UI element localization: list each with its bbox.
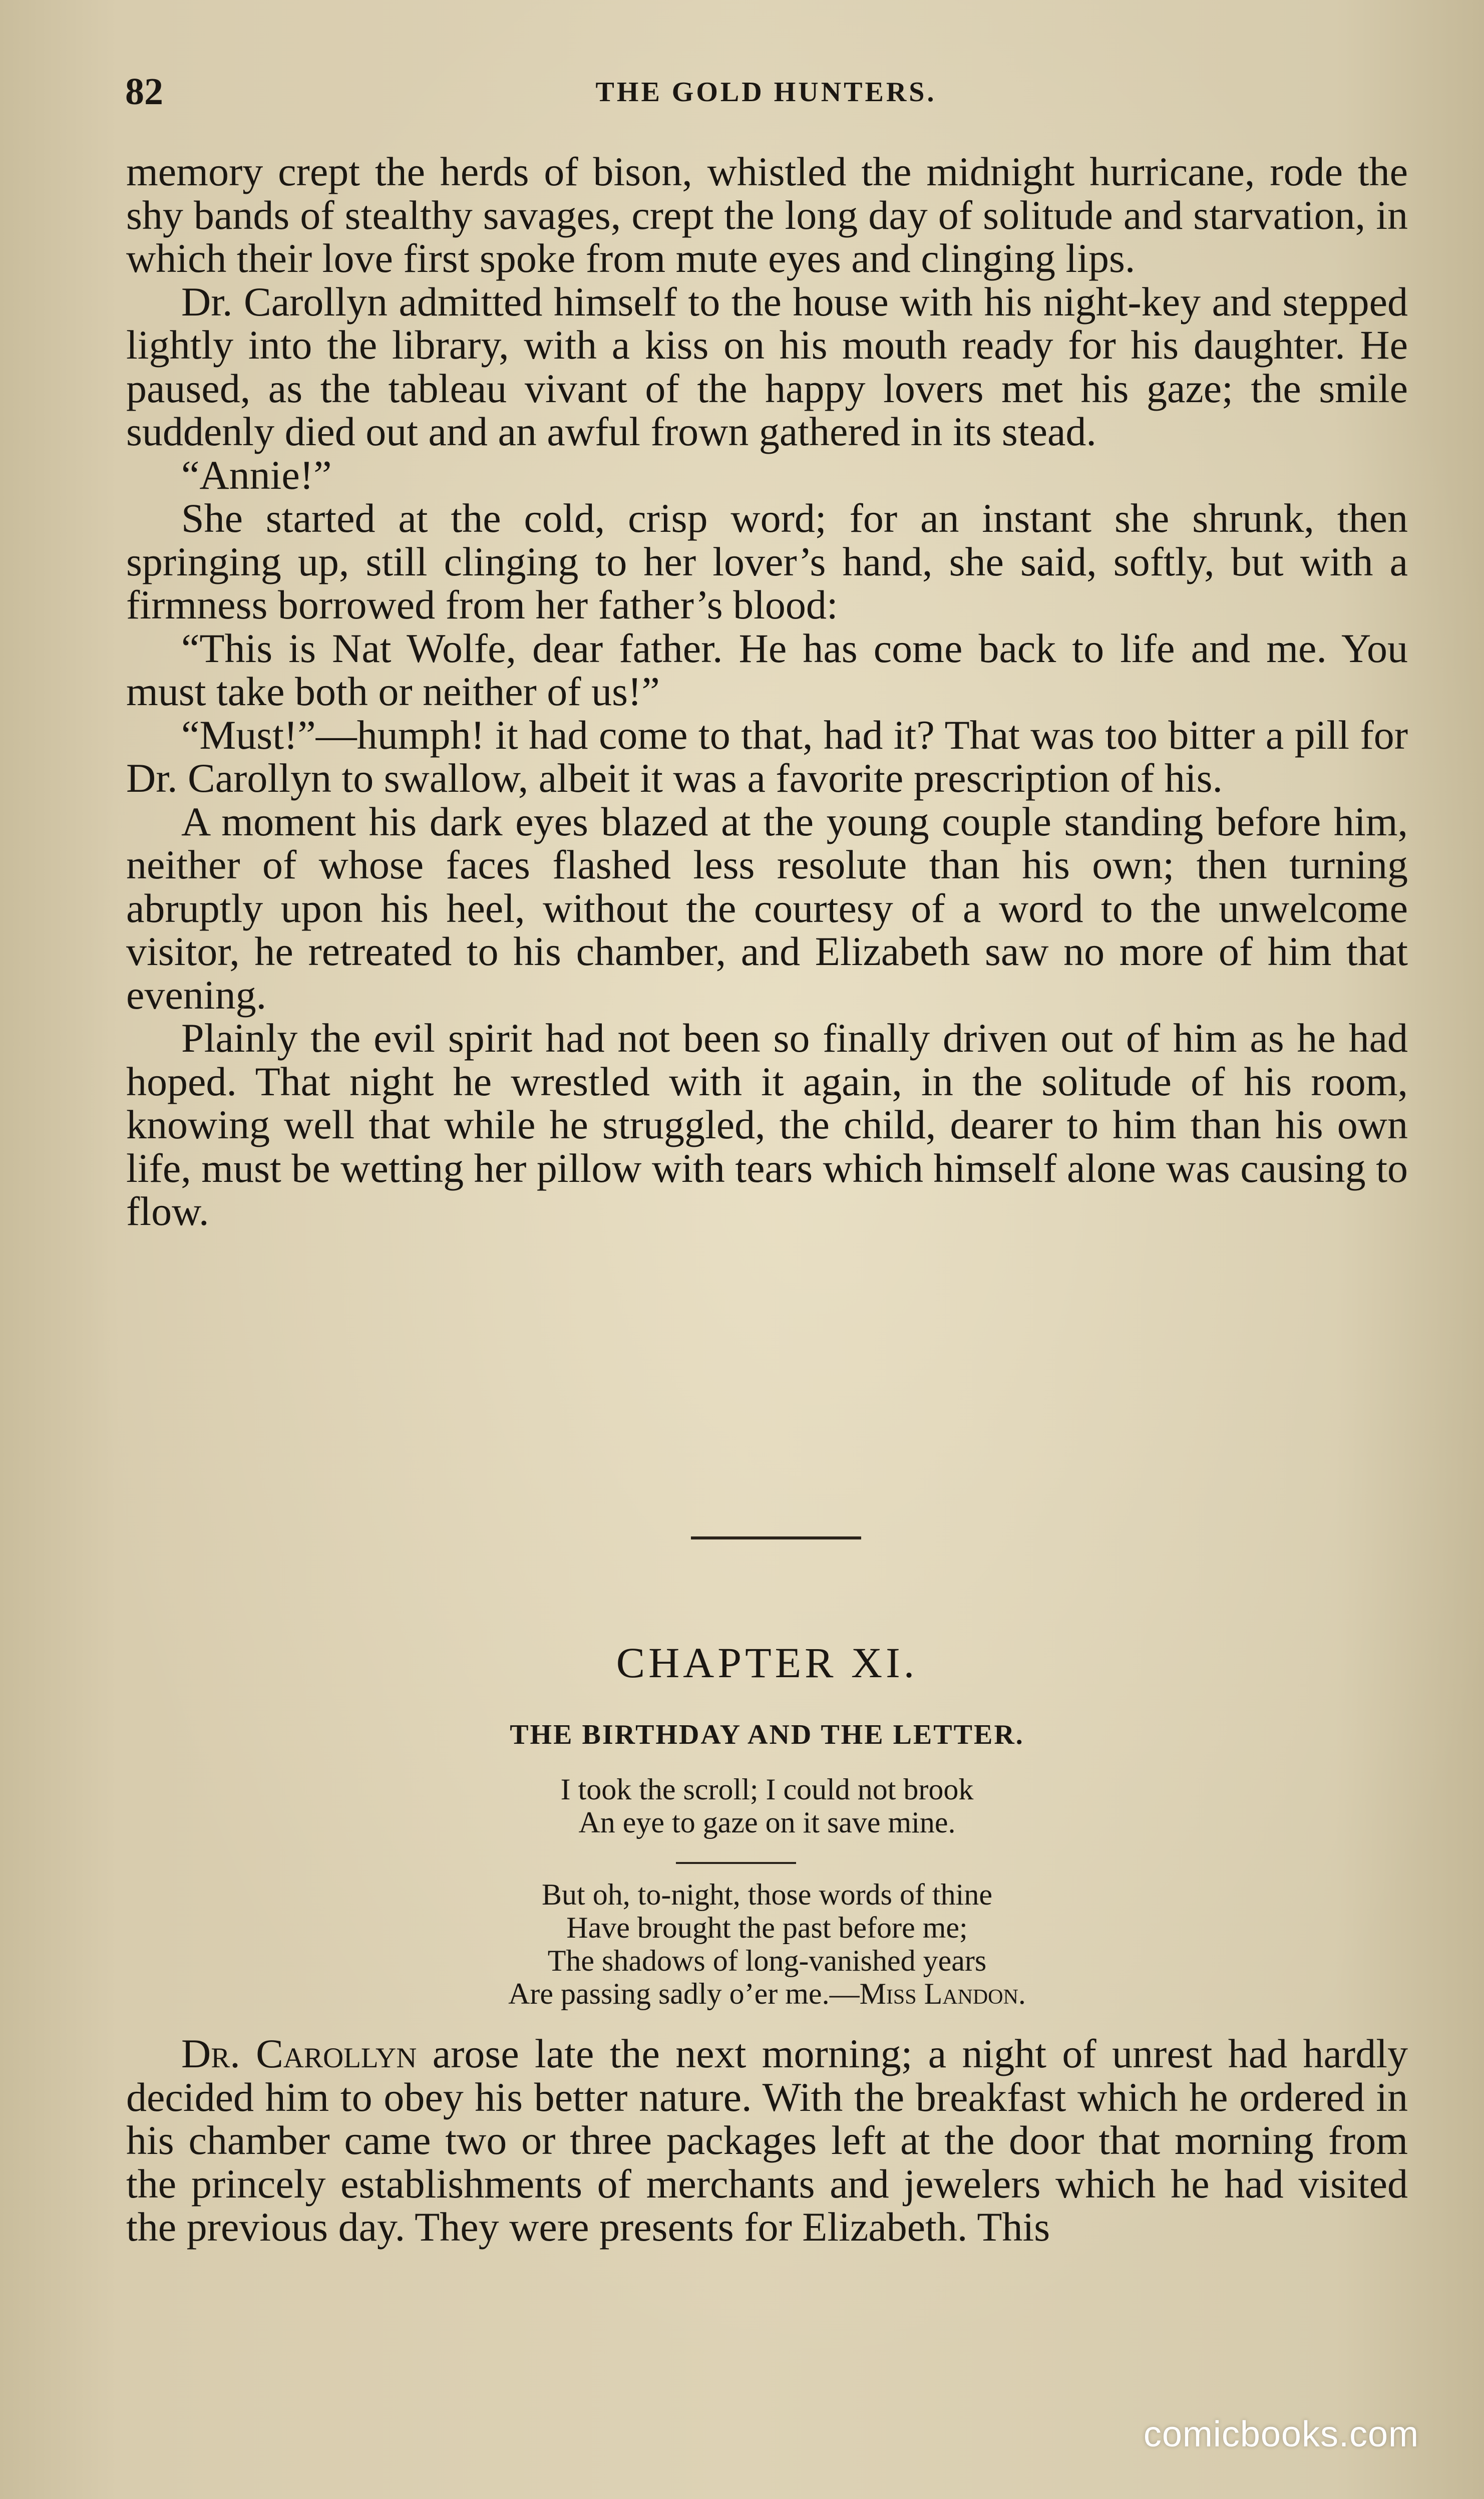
paragraph: “Annie!”	[181, 452, 332, 498]
chapter-subtitle: THE BIRTHDAY AND THE LETTER.	[510, 1719, 1024, 1750]
epigraph-line: Have brought the past before me;	[566, 1911, 968, 1944]
text-block-top	[126, 150, 1408, 1233]
paragraph: “This is Nat Wolfe, dear father. He has come back to life and me. You must take both or neither of us!”	[126, 625, 1408, 714]
epigraph-line: An eye to gaze on it save mine.	[578, 1806, 956, 1839]
epigraph-stanza-2	[126, 1878, 1408, 2010]
epigraph-line: Are passing sadly o’er me.—	[508, 1977, 860, 2010]
paragraph	[126, 2032, 1408, 2249]
epigraph-divider	[676, 1862, 796, 1864]
epigraph-author: Miss Landon.	[859, 1977, 1026, 2010]
paragraph: memory crept the herds of bison, whistled the midnight hurricane, rode the shy bands of stealthy savages, crept the long day of solitude and starvation, in which their love first spoke from mute eyes and clinging lips.	[126, 149, 1408, 281]
chapter-title: CHAPTER XI.	[616, 1639, 918, 1687]
paragraph: She started at the cold, crisp word; for an instant she shrunk, then springing up, still clinging to her lover’s hand, she said, softly, but with a firmness borrowed from her father’s blood:	[126, 495, 1408, 628]
paragraph: A moment his dark eyes blazed at the young couple standing before him, neither of whose faces flashed less resolute than his own; then turning abruptly upon his heel, without the courtesy of a word to the unwelcome visitor, he retreated to his chamber, and Elizabeth saw no more of him that evening.	[126, 798, 1408, 1018]
page-header	[125, 70, 1407, 125]
epigraph-line-final	[126, 1977, 1408, 2010]
epigraph-line: I took the scroll; I could not brook	[560, 1773, 974, 1806]
epigraph-line: But oh, to-night, those words of thine	[542, 1878, 992, 1911]
watermark: comicbooks.com	[1143, 2414, 1419, 2454]
page-number: 82	[125, 71, 163, 113]
paragraph: “Must!”—humph! it had come to that, had it? That was too bitter a pill for Dr. Carollyn to swallow, albeit it was a favorite prescription of his.	[126, 712, 1408, 801]
epigraph-stanza-1	[126, 1773, 1408, 1839]
paragraph-text: arose late the next morning; a night of unrest had hardly decided him to obey his better nature. With the breakfast which he ordered in his chamber came two or three packages left at the door that morning from the princely establishments of merchants and jewelers which he had visited the previous day. They were presents for Elizabeth. This	[126, 2031, 1408, 2250]
paragraph: Plainly the evil spirit had not been so finally driven out of him as he had hoped. That night he wrestled with it again, in the solitude of his room, knowing well that while he struggled, the child, dearer to him than his own life, must be wetting her pillow with tears which himself alone was causing to flow.	[126, 1015, 1408, 1234]
text-block-bottom	[126, 2032, 1408, 2249]
running-head: THE GOLD HUNTERS.	[595, 77, 937, 108]
paragraph-lead: Dr. Carollyn	[181, 2031, 417, 2076]
paragraph: Dr. Carollyn admitted himself to the house with his night-key and stepped lightly into the library, with a kiss on his mouth ready for his daughter. He paused, as the tableau vivant of the happy lovers met his gaze; the smile suddenly died out and an awful frown gathered in its stead.	[126, 278, 1408, 454]
section-divider	[691, 1536, 861, 1539]
epigraph-line: The shadows of long-vanished years	[547, 1944, 987, 1977]
